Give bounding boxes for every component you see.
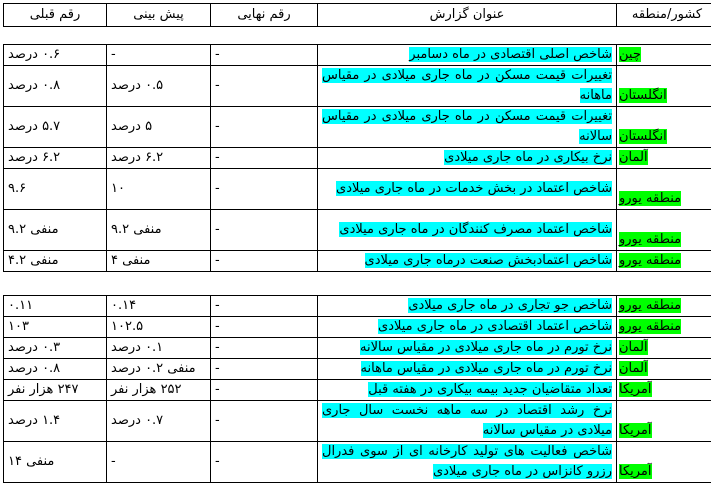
previous-value: ۰.۱۱ [4, 296, 107, 317]
previous-value: ۰.۶ درصد [4, 45, 107, 66]
header-country: کشور/منطقه [617, 4, 711, 27]
final-value: - [211, 359, 318, 380]
header-row [4, 4, 711, 27]
final-value: - [211, 251, 318, 272]
forecast-value: - [107, 442, 211, 483]
forecast-value: منفی ۴ [107, 251, 211, 272]
previous-value: ۰.۸ درصد [4, 66, 107, 107]
table-row [4, 380, 711, 401]
report-title: شاخص جو تجاری در ماه جاری میلادی [408, 298, 612, 313]
header-final: رقم نهایی [211, 4, 318, 27]
section1-table [3, 44, 711, 272]
section2-table [3, 295, 711, 483]
table-row [4, 148, 711, 169]
report-title: شاخص فعالیت های تولید کارخانه ای از سوی فدرال رزرو کانزاس در ماه جاری میلادی [322, 444, 612, 479]
final-value: - [211, 148, 318, 169]
previous-value: منفی ۹.۲ [4, 210, 107, 251]
previous-value: ۲۴۷ هزار نفر [4, 380, 107, 401]
report-title: شاخص اعتماد مصرف کنندگان در ماه جاری میلادی [339, 222, 612, 237]
previous-value: ۹.۶ [4, 169, 107, 210]
forecast-value: ۶.۲ درصد [107, 148, 211, 169]
final-value: - [211, 296, 318, 317]
report-title: نرخ تورم در ماه جاری میلادی در مقیاس ماهانه [360, 361, 612, 376]
table-row [4, 251, 711, 272]
country-label: انگلستان [619, 88, 667, 103]
country-label: چین [619, 47, 641, 62]
forecast-value: ۵ درصد [107, 107, 211, 148]
table-row [4, 401, 711, 442]
country-label: منطقه یورو [619, 191, 682, 206]
previous-value: ۱۰۳ [4, 317, 107, 338]
country-label: منطقه یورو [619, 232, 682, 247]
final-value: - [211, 317, 318, 338]
country-label: آلمان [619, 150, 648, 165]
previous-value: ۱.۴ درصد [4, 401, 107, 442]
forecast-value: منفی ۹.۲ [107, 210, 211, 251]
country-label: انگلستان [619, 129, 667, 144]
table-row [4, 296, 711, 317]
table-row [4, 317, 711, 338]
final-value: - [211, 442, 318, 483]
final-value: - [211, 169, 318, 210]
country-label: منطقه یورو [619, 253, 682, 268]
final-value: - [211, 210, 318, 251]
header-title: عنوان گزارش [318, 4, 617, 27]
final-value: - [211, 107, 318, 148]
forecast-value: ۲۵۲ هزار نفر [107, 380, 211, 401]
country-label: آلمان [619, 361, 648, 376]
country-label: آمریکا [619, 423, 652, 438]
table-row [4, 338, 711, 359]
final-value: - [211, 45, 318, 66]
forecast-value: منفی ۰.۲ درصد [107, 359, 211, 380]
final-value: - [211, 380, 318, 401]
table-row [4, 169, 711, 210]
report-title: تعداد متقاضیان جدید بیمه بیکاری در هفته قبل [368, 382, 612, 397]
table-row [4, 359, 711, 380]
report-title: تغییرات قیمت مسکن در ماه جاری میلادی در مقیاس ماهانه [322, 68, 612, 103]
forecast-value: ۱۰۲.۵ [107, 317, 211, 338]
forecast-value: ۰.۱ درصد [107, 338, 211, 359]
country-label: منطقه یورو [619, 298, 682, 313]
final-value: - [211, 338, 318, 359]
previous-value: منفی ۴.۲ [4, 251, 107, 272]
report-title: شاخص اعتماد در بخش خدمات در ماه جاری میلادی [336, 181, 612, 196]
country-label: آمریکا [619, 464, 652, 479]
table-row [4, 442, 711, 483]
country-label: منطقه یورو [619, 319, 682, 334]
report-title: تغییرات قیمت مسکن در ماه جاری میلادی در مقیاس سالانه [322, 109, 612, 144]
header-table [3, 3, 711, 27]
report-title: نرخ بیکاری در ماه جاری میلادی [444, 150, 612, 165]
header-forecast: پیش بینی [107, 4, 211, 27]
previous-value: منفی ۱۴ [4, 442, 107, 483]
header-previous: رقم قبلی [4, 4, 107, 27]
report-title: نرخ رشد اقتصاد در سه ماهه نخست سال جاری میلادی در مقیاس سالانه [322, 403, 612, 438]
table-row [4, 45, 711, 66]
forecast-value: ۱۰ [107, 169, 211, 210]
previous-value: ۵.۷ درصد [4, 107, 107, 148]
table-row [4, 210, 711, 251]
country-label: آلمان [619, 340, 648, 355]
report-title: شاخص اصلی اقتصادی در ماه دسامبر [409, 47, 612, 62]
forecast-value: ۰.۷ درصد [107, 401, 211, 442]
previous-value: ۶.۲ درصد [4, 148, 107, 169]
forecast-value: ۰.۱۴ [107, 296, 211, 317]
final-value: - [211, 401, 318, 442]
table-row [4, 66, 711, 107]
report-title: شاخص اعتمادبخش صنعت درماه جاری میلادی [364, 253, 612, 268]
table-row [4, 107, 711, 148]
report-title: شاخص اعتماد اقتصادی در ماه جاری میلادی [378, 319, 612, 334]
forecast-value: - [107, 45, 211, 66]
forecast-value: ۰.۵ درصد [107, 66, 211, 107]
report-title: نرخ تورم در ماه جاری میلادی در مقیاس سالانه [360, 340, 612, 355]
previous-value: ۰.۳ درصد [4, 338, 107, 359]
country-label: آمریکا [619, 382, 652, 397]
final-value: - [211, 66, 318, 107]
previous-value: ۰.۸ درصد [4, 359, 107, 380]
